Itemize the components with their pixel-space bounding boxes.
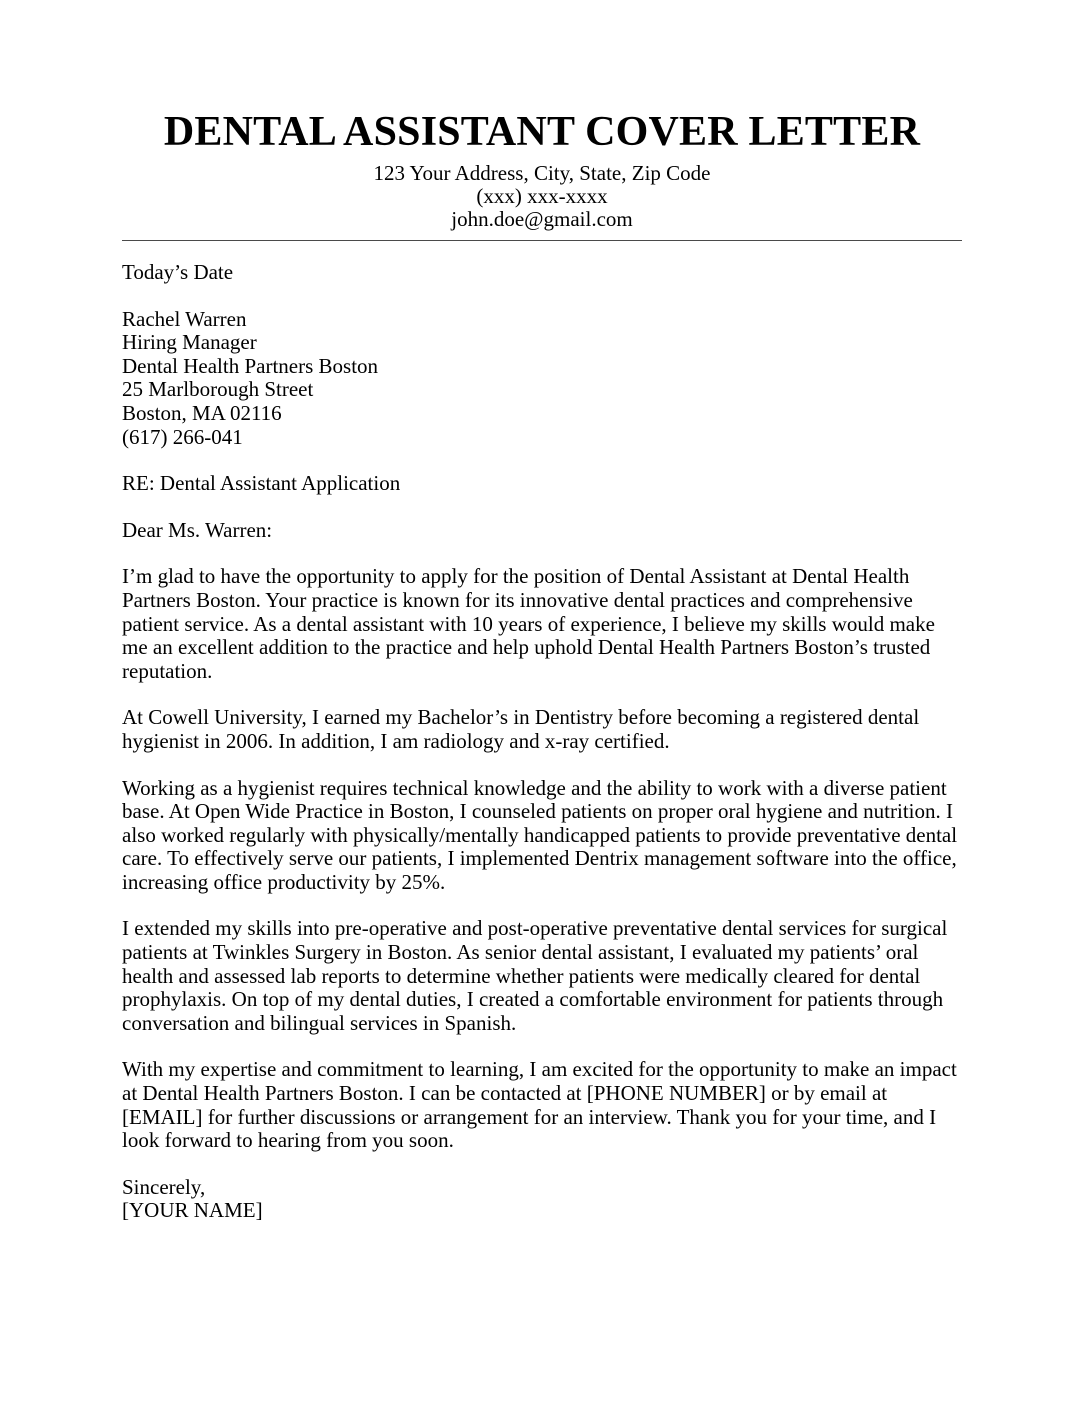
body-paragraph: Working as a hygienist requires technical knowledge and the ability to work with a diverse patient base. At Open Wide Practice in Boston, I counseled patients on proper oral hygiene and nutrition. I also worked regularly with physically/mentally handicapped patients to provide preventative dental care. To effectively serve our patients, I implemented Dentrix management software into the office, increasing office productivity by 25%. bbox=[122, 775, 958, 894]
date-block bbox=[122, 261, 962, 285]
body-paragraph: I’m glad to have the opportunity to apply for the position of Dental Assistant at Dental Health Partners Boston. Your practice is known for its innovative dental practices and comprehensive patient service. As a dental assistant with 10 years of experience, I believe my skills would make me an excellent addition to the practice and help uphold Dental Health Partners Boston’s trusted reputation. bbox=[122, 564, 935, 683]
sender-email: john.doe@gmail.com bbox=[451, 207, 633, 231]
subject-line: RE: Dental Assistant Application bbox=[122, 471, 401, 496]
letter-body bbox=[122, 261, 962, 1223]
sender-phone: (xxx) xxx-xxxx bbox=[476, 184, 608, 208]
closing-block bbox=[122, 1176, 962, 1223]
valediction: Sincerely, bbox=[122, 1174, 206, 1199]
recipient-block bbox=[122, 308, 962, 450]
body-paragraph: I extended my skills into pre-operative and post-operative preventative dental services for surgical patients at Twinkles Surgery in Boston. As senior dental assistant, I evaluated my patients’ oral health and assessed lab reports to determine whether patients were medically cleared for dental prophylaxis. On top of my dental duties, I created a comfortable environment for patients through conversation and bilingual services in Spanish. bbox=[122, 916, 948, 1035]
recipient-city-state-zip: Boston, MA 02116 bbox=[122, 400, 282, 425]
recipient-name: Rachel Warren bbox=[122, 306, 247, 331]
recipient-street: 25 Marlborough Street bbox=[122, 377, 314, 402]
header-divider bbox=[122, 240, 962, 241]
salutation: Dear Ms. Warren: bbox=[122, 517, 273, 542]
recipient-phone: (617) 266-041 bbox=[122, 424, 243, 449]
salutation-block bbox=[122, 519, 962, 543]
body-paragraph: With my expertise and commitment to learning, I am excited for the opportunity to make an impact at Dental Health Partners Boston. I can be contacted at [PHONE NUMBER] or by email at [EMAIL] for further discussions or arrangement for an interview. Thank you for your time, and I look forward to hearing from you soon. bbox=[122, 1057, 957, 1153]
sender-address: 123 Your Address, City, State, Zip Code bbox=[373, 161, 711, 185]
letter-date: Today’s Date bbox=[122, 260, 234, 284]
sender-contact-block bbox=[122, 162, 962, 231]
body-paragraph: At Cowell University, I earned my Bachelor’s in Dentistry before becoming a registered dental hygienist in 2006. In addition, I am radiology and x-ray certified. bbox=[122, 705, 920, 753]
letter-content bbox=[122, 0, 962, 1223]
recipient-company: Dental Health Partners Boston bbox=[122, 353, 379, 378]
subject-line-block bbox=[122, 472, 962, 496]
signature-name: [YOUR NAME] bbox=[122, 1198, 263, 1223]
page-title: DENTAL ASSISTANT COVER LETTER bbox=[163, 109, 921, 155]
recipient-job-title: Hiring Manager bbox=[122, 330, 257, 355]
letter-header bbox=[122, 0, 962, 241]
